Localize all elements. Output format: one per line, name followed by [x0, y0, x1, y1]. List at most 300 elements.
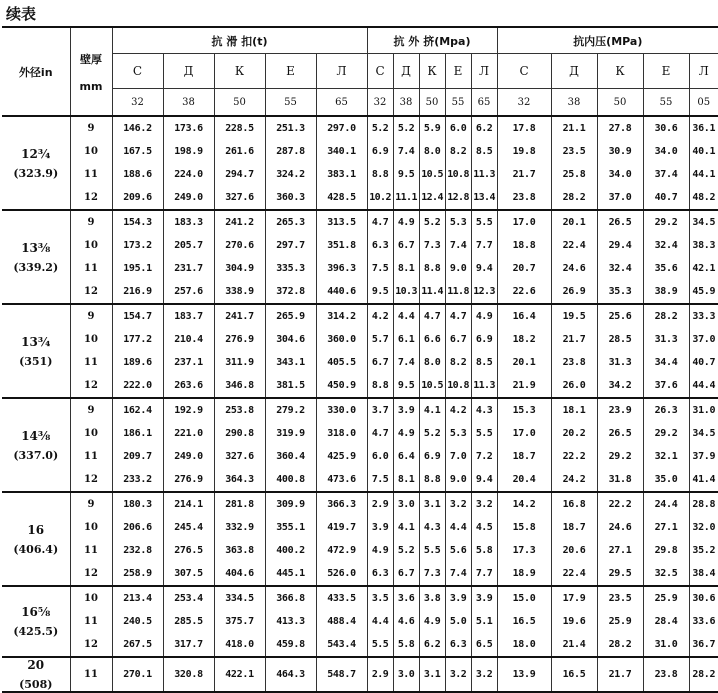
burst-resistance-value: 33.6: [689, 610, 718, 633]
slip-resistance-value: 346.8: [214, 374, 265, 398]
collapse-resistance-value: 3.2: [445, 492, 471, 516]
collapse-resistance-value: 10.3: [393, 280, 419, 304]
slip-resistance-value: 425.9: [316, 445, 367, 468]
wall-thickness-cell: 11: [70, 163, 112, 186]
burst-resistance-value: 16.5: [551, 657, 597, 692]
burst-resistance-value: 29.2: [643, 422, 689, 445]
slip-resistance-value: 297.0: [316, 116, 367, 140]
slip-resistance-value: 381.5: [265, 374, 316, 398]
slip-resistance-value: 360.3: [265, 186, 316, 210]
wall-thickness-cell: 10: [70, 328, 112, 351]
burst-resistance-value: 38.4: [689, 562, 718, 586]
burst-resistance-value: 30.6: [643, 116, 689, 140]
burst-resistance-value: 31.3: [643, 328, 689, 351]
burst-resistance-value: 17.0: [497, 422, 551, 445]
slip-resistance-value: 311.9: [214, 351, 265, 374]
slip-resistance-value: 334.5: [214, 586, 265, 610]
slip-resistance-value: 472.9: [316, 539, 367, 562]
collapse-resistance-value: 4.1: [419, 398, 445, 422]
grade-code-slip: 55: [265, 89, 316, 117]
collapse-resistance-value: 4.9: [393, 422, 419, 445]
table-row: [2, 633, 718, 657]
slip-resistance-value: 297.7: [265, 234, 316, 257]
slip-resistance-value: 233.2: [112, 468, 163, 492]
slip-resistance-value: 413.3: [265, 610, 316, 633]
collapse-resistance-value: 5.2: [367, 116, 393, 140]
collapse-resistance-value: 3.1: [419, 492, 445, 516]
slip-resistance-value: 404.6: [214, 562, 265, 586]
burst-resistance-value: 22.6: [497, 280, 551, 304]
grade-code-collapse: 50: [419, 89, 445, 117]
wall-thickness-cell: 9: [70, 492, 112, 516]
collapse-resistance-value: 3.9: [367, 516, 393, 539]
burst-resistance-value: 16.8: [551, 492, 597, 516]
burst-resistance-value: 23.5: [597, 586, 643, 610]
slip-resistance-value: 318.0: [316, 422, 367, 445]
collapse-resistance-value: 5.0: [445, 610, 471, 633]
burst-resistance-value: 34.0: [643, 140, 689, 163]
burst-resistance-value: 20.1: [551, 210, 597, 234]
slip-resistance-value: 245.4: [163, 516, 214, 539]
burst-resistance-value: 21.7: [551, 328, 597, 351]
slip-resistance-value: 548.7: [316, 657, 367, 692]
grade-code-burst: 05: [689, 89, 718, 117]
burst-resistance-header: 抗内压(MPa): [497, 27, 718, 54]
outer-diameter-cell: [2, 210, 70, 304]
slip-resistance-value: 440.6: [316, 280, 367, 304]
burst-resistance-value: 32.4: [643, 234, 689, 257]
collapse-resistance-value: 7.7: [471, 562, 497, 586]
table-row: [2, 351, 718, 374]
burst-resistance-value: 40.1: [689, 140, 718, 163]
collapse-resistance-value: 4.9: [471, 304, 497, 328]
collapse-resistance-value: 8.8: [419, 257, 445, 280]
burst-resistance-value: 16.5: [497, 610, 551, 633]
grade-code-collapse: 55: [445, 89, 471, 117]
burst-resistance-value: 31.8: [597, 468, 643, 492]
slip-resistance-value: 473.6: [316, 468, 367, 492]
collapse-resistance-value: 6.7: [393, 234, 419, 257]
slip-resistance-value: 327.6: [214, 186, 265, 210]
collapse-resistance-value: 5.2: [393, 116, 419, 140]
burst-resistance-value: 26.5: [597, 422, 643, 445]
burst-resistance-value: 45.9: [689, 280, 718, 304]
collapse-resistance-value: 7.2: [471, 445, 497, 468]
slip-resistance-value: 265.3: [265, 210, 316, 234]
slip-resistance-value: 309.9: [265, 492, 316, 516]
grade-letter-slip: К: [214, 54, 265, 89]
table-row: [2, 374, 718, 398]
burst-resistance-value: 18.8: [497, 234, 551, 257]
slip-resistance-value: 257.6: [163, 280, 214, 304]
slip-resistance-value: 228.5: [214, 116, 265, 140]
outer-diameter-mm: (323.9): [13, 166, 59, 180]
burst-resistance-value: 19.8: [497, 140, 551, 163]
outer-diameter-cell: [2, 116, 70, 210]
slip-resistance-value: 189.6: [112, 351, 163, 374]
grade-letter-burst: К: [597, 54, 643, 89]
burst-resistance-value: 28.2: [689, 657, 718, 692]
burst-resistance-value: 17.9: [551, 586, 597, 610]
collapse-resistance-value: 8.8: [419, 468, 445, 492]
slip-resistance-value: 180.3: [112, 492, 163, 516]
burst-resistance-value: 28.4: [643, 610, 689, 633]
table-row: [2, 304, 718, 328]
collapse-resistance-value: 4.4: [445, 516, 471, 539]
table-caption: 续表: [6, 5, 37, 23]
burst-resistance-value: 23.8: [643, 657, 689, 692]
burst-resistance-value: 36.1: [689, 116, 718, 140]
collapse-resistance-value: 6.9: [419, 445, 445, 468]
burst-resistance-value: 25.9: [643, 586, 689, 610]
burst-resistance-value: 34.5: [689, 210, 718, 234]
collapse-resistance-value: 5.5: [471, 422, 497, 445]
wall-thickness-cell: 12: [70, 562, 112, 586]
slip-resistance-value: 324.2: [265, 163, 316, 186]
slip-resistance-value: 261.6: [214, 140, 265, 163]
wall-thickness-cell: 11: [70, 257, 112, 280]
grade-letter-slip: С: [112, 54, 163, 89]
wall-thickness-cell: 11: [70, 657, 112, 692]
collapse-resistance-value: 4.4: [367, 610, 393, 633]
collapse-resistance-value: 5.3: [445, 422, 471, 445]
burst-resistance-value: 21.7: [497, 163, 551, 186]
burst-resistance-value: 48.2: [689, 186, 718, 210]
outer-diameter-inches: 12¾: [21, 146, 51, 161]
burst-resistance-value: 21.7: [597, 657, 643, 692]
burst-resistance-value: 20.2: [551, 422, 597, 445]
collapse-resistance-value: 12.4: [419, 186, 445, 210]
grade-letter-collapse: Л: [471, 54, 497, 89]
slip-resistance-value: 372.8: [265, 280, 316, 304]
collapse-resistance-value: 7.4: [393, 140, 419, 163]
collapse-resistance-value: 6.0: [445, 116, 471, 140]
wall-thickness-cell: 12: [70, 280, 112, 304]
collapse-resistance-value: 6.2: [419, 633, 445, 657]
collapse-resistance-value: 7.7: [471, 234, 497, 257]
collapse-resistance-value: 2.9: [367, 492, 393, 516]
burst-resistance-value: 18.0: [497, 633, 551, 657]
wall-thickness-cell: 11: [70, 539, 112, 562]
collapse-resistance-value: 5.2: [419, 422, 445, 445]
slip-resistance-value: 154.3: [112, 210, 163, 234]
burst-resistance-value: 15.3: [497, 398, 551, 422]
outer-diameter-mm: (425.5): [13, 625, 59, 638]
collapse-resistance-value: 9.4: [471, 257, 497, 280]
grade-letter-collapse: Д: [393, 54, 419, 89]
table-row: [2, 186, 718, 210]
slip-resistance-value: 400.2: [265, 539, 316, 562]
slip-resistance-value: 355.1: [265, 516, 316, 539]
slip-resistance-value: 327.6: [214, 445, 265, 468]
collapse-resistance-value: 3.7: [367, 398, 393, 422]
collapse-resistance-value: 4.1: [393, 516, 419, 539]
slip-resistance-value: 459.8: [265, 633, 316, 657]
slip-resistance-value: 313.5: [316, 210, 367, 234]
slip-resistance-value: 237.1: [163, 351, 214, 374]
table-row: [2, 586, 718, 610]
collapse-resistance-value: 6.3: [367, 234, 393, 257]
collapse-resistance-value: 4.3: [419, 516, 445, 539]
burst-resistance-value: 37.0: [597, 186, 643, 210]
burst-resistance-value: 13.9: [497, 657, 551, 692]
slip-resistance-value: 418.0: [214, 633, 265, 657]
burst-resistance-value: 37.0: [689, 328, 718, 351]
burst-resistance-value: 16.4: [497, 304, 551, 328]
slip-resistance-value: 221.0: [163, 422, 214, 445]
burst-resistance-value: 38.3: [689, 234, 718, 257]
collapse-resistance-value: 6.7: [367, 351, 393, 374]
burst-resistance-value: 35.0: [643, 468, 689, 492]
slip-resistance-value: 304.9: [214, 257, 265, 280]
slip-resistance-value: 198.9: [163, 140, 214, 163]
slip-resistance-value: 210.4: [163, 328, 214, 351]
slip-resistance-value: 400.8: [265, 468, 316, 492]
burst-resistance-value: 32.0: [689, 516, 718, 539]
collapse-resistance-value: 3.9: [445, 586, 471, 610]
slip-resistance-value: 249.0: [163, 445, 214, 468]
collapse-resistance-value: 8.2: [445, 140, 471, 163]
burst-resistance-value: 44.1: [689, 163, 718, 186]
burst-resistance-value: 30.9: [597, 140, 643, 163]
slip-resistance-value: 285.5: [163, 610, 214, 633]
collapse-resistance-value: 13.4: [471, 186, 497, 210]
burst-resistance-value: 22.2: [551, 445, 597, 468]
slip-resistance-value: 396.3: [316, 257, 367, 280]
outer-diameter-mm: (351): [19, 354, 53, 368]
wall-thickness-cell: 12: [70, 186, 112, 210]
collapse-resistance-value: 9.0: [445, 257, 471, 280]
collapse-resistance-value: 4.3: [471, 398, 497, 422]
slip-resistance-value: 319.9: [265, 422, 316, 445]
slip-resistance-value: 405.5: [316, 351, 367, 374]
collapse-resistance-value: 7.4: [445, 562, 471, 586]
outer-diameter-inches: 20: [27, 658, 45, 672]
slip-resistance-value: 304.6: [265, 328, 316, 351]
wall-thickness-cell: 9: [70, 304, 112, 328]
collapse-resistance-header: 抗 外 挤(Mpa): [367, 27, 497, 54]
burst-resistance-value: 15.8: [497, 516, 551, 539]
grade-letter-collapse: К: [419, 54, 445, 89]
grade-letter-slip: Е: [265, 54, 316, 89]
table-row: [2, 657, 718, 692]
grade-code-burst: 38: [551, 89, 597, 117]
outer-diameter-cell: [2, 586, 70, 657]
slip-resistance-value: 360.4: [265, 445, 316, 468]
burst-resistance-value: 29.2: [597, 445, 643, 468]
slip-resistance-value: 366.3: [316, 492, 367, 516]
grade-letter-burst: С: [497, 54, 551, 89]
outer-diameter-cell: [2, 398, 70, 492]
slip-resistance-value: 307.5: [163, 562, 214, 586]
burst-resistance-value: 44.4: [689, 374, 718, 398]
wall-thickness-cell: 10: [70, 140, 112, 163]
wall-thickness-cell: 11: [70, 610, 112, 633]
burst-resistance-value: 25.8: [551, 163, 597, 186]
slip-resistance-value: 287.8: [265, 140, 316, 163]
wall-thickness-cell: 12: [70, 374, 112, 398]
slip-resistance-value: 330.0: [316, 398, 367, 422]
collapse-resistance-value: 7.5: [367, 257, 393, 280]
burst-resistance-value: 18.9: [497, 562, 551, 586]
burst-resistance-value: 40.7: [689, 351, 718, 374]
collapse-resistance-value: 5.6: [445, 539, 471, 562]
slip-resistance-value: 317.7: [163, 633, 214, 657]
table-row: [2, 398, 718, 422]
slip-resistance-value: 183.7: [163, 304, 214, 328]
collapse-resistance-value: 4.2: [445, 398, 471, 422]
burst-resistance-value: 24.6: [597, 516, 643, 539]
slip-resistance-value: 206.6: [112, 516, 163, 539]
wall-thickness-cell: 10: [70, 422, 112, 445]
burst-resistance-value: 26.9: [551, 280, 597, 304]
burst-resistance-value: 20.7: [497, 257, 551, 280]
grade-letter-burst: Л: [689, 54, 718, 89]
collapse-resistance-value: 3.8: [419, 586, 445, 610]
collapse-resistance-value: 5.3: [445, 210, 471, 234]
slip-resistance-value: 338.9: [214, 280, 265, 304]
collapse-resistance-value: 8.5: [471, 140, 497, 163]
burst-resistance-value: 42.1: [689, 257, 718, 280]
slip-resistance-value: 433.5: [316, 586, 367, 610]
collapse-resistance-value: 8.2: [445, 351, 471, 374]
burst-resistance-value: 32.1: [643, 445, 689, 468]
slip-resistance-value: 335.3: [265, 257, 316, 280]
slip-resistance-value: 205.7: [163, 234, 214, 257]
collapse-resistance-value: 4.7: [419, 304, 445, 328]
collapse-resistance-value: 8.1: [393, 257, 419, 280]
outer-diameter-cell: [2, 492, 70, 586]
table-row: [2, 539, 718, 562]
collapse-resistance-value: 12.8: [445, 186, 471, 210]
collapse-resistance-value: 10.8: [445, 374, 471, 398]
burst-resistance-value: 22.4: [551, 562, 597, 586]
collapse-resistance-value: 3.9: [471, 586, 497, 610]
wall-thickness-cell: 11: [70, 445, 112, 468]
table-row: [2, 610, 718, 633]
slip-resistance-value: 276.9: [214, 328, 265, 351]
slip-resistance-value: 363.8: [214, 539, 265, 562]
table-row: [2, 280, 718, 304]
table-row: [2, 234, 718, 257]
collapse-resistance-value: 3.9: [393, 398, 419, 422]
burst-resistance-value: 34.5: [689, 422, 718, 445]
collapse-resistance-value: 9.4: [471, 468, 497, 492]
collapse-resistance-value: 4.4: [393, 304, 419, 328]
collapse-resistance-value: 5.5: [471, 210, 497, 234]
burst-resistance-value: 36.7: [689, 633, 718, 657]
slip-resistance-value: 251.3: [265, 116, 316, 140]
table-row: [2, 562, 718, 586]
collapse-resistance-value: 3.1: [419, 657, 445, 692]
collapse-resistance-value: 8.0: [419, 140, 445, 163]
collapse-resistance-value: 3.2: [445, 657, 471, 692]
slip-resistance-value: 188.6: [112, 163, 163, 186]
slip-resistance-value: 360.0: [316, 328, 367, 351]
burst-resistance-value: 28.5: [597, 328, 643, 351]
grade-letter-collapse: С: [367, 54, 393, 89]
burst-resistance-value: 24.2: [551, 468, 597, 492]
collapse-resistance-value: 4.9: [393, 210, 419, 234]
slip-resistance-value: 526.0: [316, 562, 367, 586]
collapse-resistance-value: 3.2: [471, 492, 497, 516]
table-row: [2, 516, 718, 539]
burst-resistance-value: 38.9: [643, 280, 689, 304]
wall-thickness-cell: 12: [70, 468, 112, 492]
burst-resistance-value: 23.9: [597, 398, 643, 422]
burst-resistance-value: 21.4: [551, 633, 597, 657]
outer-diameter-mm: (406.4): [13, 542, 59, 556]
burst-resistance-value: 40.7: [643, 186, 689, 210]
table-row: [2, 492, 718, 516]
slip-resistance-value: 267.5: [112, 633, 163, 657]
burst-resistance-value: 24.4: [643, 492, 689, 516]
burst-resistance-value: 37.4: [643, 163, 689, 186]
slip-resistance-value: 241.2: [214, 210, 265, 234]
grade-code-burst: 50: [597, 89, 643, 117]
slip-resistance-value: 270.6: [214, 234, 265, 257]
table-row: [2, 328, 718, 351]
slip-resistance-value: 279.2: [265, 398, 316, 422]
collapse-resistance-value: 10.5: [419, 374, 445, 398]
collapse-resistance-value: 5.1: [471, 610, 497, 633]
collapse-resistance-value: 12.3: [471, 280, 497, 304]
slip-resistance-value: 173.2: [112, 234, 163, 257]
slip-resistance-value: 241.7: [214, 304, 265, 328]
collapse-resistance-value: 11.3: [471, 374, 497, 398]
burst-resistance-value: 14.2: [497, 492, 551, 516]
table-row: [2, 116, 718, 140]
slip-resistance-value: 253.8: [214, 398, 265, 422]
burst-resistance-value: 24.6: [551, 257, 597, 280]
slip-resistance-value: 214.1: [163, 492, 214, 516]
collapse-resistance-value: 6.6: [419, 328, 445, 351]
slip-resistance-value: 543.4: [316, 633, 367, 657]
collapse-resistance-value: 5.2: [419, 210, 445, 234]
outer-diameter-inches: 16: [27, 522, 45, 537]
burst-resistance-value: 26.5: [597, 210, 643, 234]
collapse-resistance-value: 7.0: [445, 445, 471, 468]
table-row: [2, 257, 718, 280]
slip-resistance-value: 224.0: [163, 163, 214, 186]
burst-resistance-value: 31.0: [689, 398, 718, 422]
collapse-resistance-value: 8.5: [471, 351, 497, 374]
wall-thickness-unit: mm: [79, 79, 103, 93]
slip-resistance-value: 364.3: [214, 468, 265, 492]
slip-resistance-value: 343.1: [265, 351, 316, 374]
collapse-resistance-value: 6.3: [367, 562, 393, 586]
collapse-resistance-value: 8.8: [367, 163, 393, 186]
collapse-resistance-value: 9.5: [393, 163, 419, 186]
burst-resistance-value: 23.8: [551, 351, 597, 374]
collapse-resistance-value: 5.5: [367, 633, 393, 657]
burst-resistance-value: 41.4: [689, 468, 718, 492]
collapse-resistance-value: 6.1: [393, 328, 419, 351]
burst-resistance-value: 18.1: [551, 398, 597, 422]
slip-resistance-value: 209.7: [112, 445, 163, 468]
outer-diameter-inches: 13¾: [21, 334, 51, 349]
collapse-resistance-value: 6.9: [471, 328, 497, 351]
burst-resistance-value: 25.9: [597, 610, 643, 633]
collapse-resistance-value: 6.4: [393, 445, 419, 468]
burst-resistance-value: 29.4: [597, 234, 643, 257]
table-row: [2, 163, 718, 186]
collapse-resistance-value: 11.1: [393, 186, 419, 210]
burst-resistance-value: 29.2: [643, 210, 689, 234]
slip-resistance-value: 450.9: [316, 374, 367, 398]
grade-code-slip: 38: [163, 89, 214, 117]
burst-resistance-value: 17.3: [497, 539, 551, 562]
